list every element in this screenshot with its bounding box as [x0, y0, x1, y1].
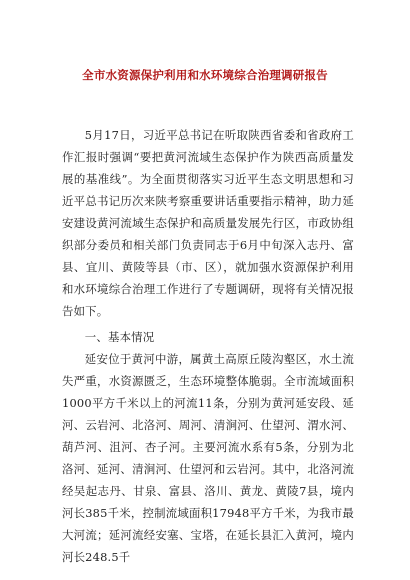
document-title: 全市水资源保护利用和水环境综合治理调研报告: [82, 68, 328, 82]
document-body: [62, 124, 354, 568]
section-heading-basic-situation: 一、基本情况: [84, 330, 155, 344]
intro-paragraph: 5月17日，习近平总书记在听取陕西省委和省政府工作汇报时强调“要把黄河流域生态保护作为陕西高质量发展的基准线”。为全面贯彻落实习近平生态文明思想和习近平总书记历次来陕考察重要讲话重要指示精神，助力延安建设黄河流域生态保护和高质量发展先行区，市政协组织部分委员和相关部门负责同志于6月中旬深入志丹、富县、宜川、黄陵等县（市、区），就加强水资源保护利用和水环境综合治理工作进行了专题调研，现将有关情况报告如下。: [62, 128, 354, 318]
section-paragraph-basic-situation: 延安位于黄河中游，属黄土高原丘陵沟壑区，水土流失严重，水资源匮乏，生态环境整体脆弱。全市流域面积1000平方千米以上的河流11条，分别为黄河延安段、延河、云岩河、北洛河、周河、清涧河、仕望河、渭水河、葫芦河、沮河、杏子河。主要河流水系有5条，分别为北洛河、延河、清涧河、仕望河和云岩河。其中，北洛河流经吴起志丹、甘泉、富县、洛川、黄龙、黄陵7县，境内河长385千米，控制流域面积17948平方千米，为我市最大河流；延河流经安塞、宝塔，在延长县汇入黄河，境内河长248.5千: [62, 352, 354, 564]
